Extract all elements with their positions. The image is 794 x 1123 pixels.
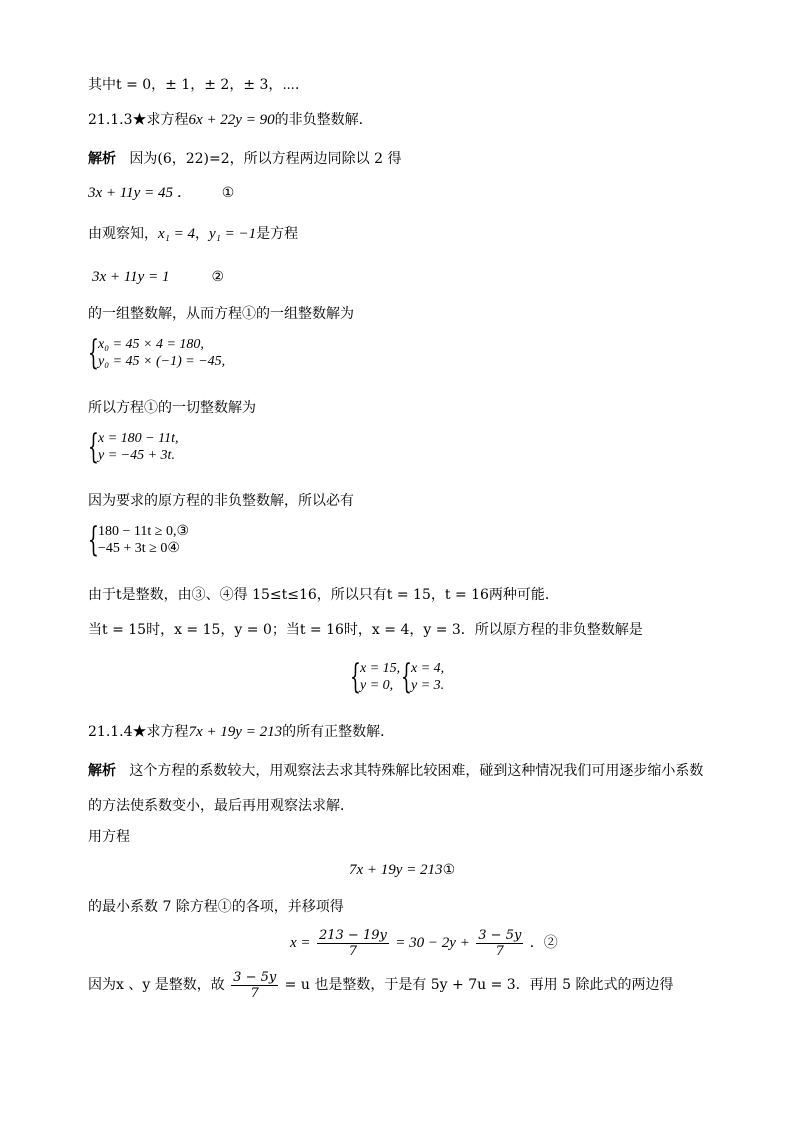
fraction-denominator: 7 [495,943,504,959]
text-line-cases: 当t = 15时，x = 15，y = 0；当t = 16时，x = 4，y = 3．所以原方程的非负整数解是 [88,622,643,638]
left-brace: { [88,520,99,560]
system-row: x = 15, [360,661,401,676]
fraction [317,928,389,959]
fraction-denominator: 7 [348,943,358,959]
text-line-method: 的方法使系数变小，最后再用观察法求解． [88,798,354,814]
observation-suffix: 是方程 [256,226,299,242]
system-inequalities [88,520,189,560]
system-solution-a [350,657,401,697]
equation-1-text: 3x + 11y = 45 ． [88,185,192,201]
equation-1 [88,184,234,202]
system-row: x = 180 − 11t, [98,431,179,446]
circle-number-1: ① [442,862,456,878]
system-row: y = 0, [360,678,394,693]
text-line-divide: 的最小系数 7 除方程①的各项，并移项得 [88,899,344,915]
solution-label: 解析 [88,763,116,779]
y1-value: y₁ = −1 [209,226,257,242]
system-row: y = −45 + 3t. [98,448,175,463]
problem-label: 21.1.4★求方程 [88,724,189,740]
fraction-numerator: 3 − 5y [478,927,522,943]
equation-4 [290,926,558,960]
system-row: y₀ = 45 × (−1) = −45, [98,354,226,369]
problem-21-1-3 [88,111,373,129]
equation-2 [92,268,224,286]
solution-text: 这个方程的系数较大，用观察法去求其特殊解比较困难，碰到这种情况我们可用逐步缩小系数 [129,763,704,779]
fraction-numerator: 213 − 19y [318,927,387,943]
left-brace: { [350,657,361,697]
problem-label: 21.1.3★求方程 [88,112,189,128]
system-solution-b [401,657,445,697]
fraction-numerator: 3 − 5y [233,969,277,985]
text-line-nonnegative: 因为要求的原方程的非负整数解，所以必有 [88,493,354,509]
problem-suffix: 的非负整数解． [274,112,373,128]
line-prefix: 因为x 、y 是整数，故 [88,977,225,993]
solution-text: 因为(6，22)=2，所以方程两边同除以 2 得 [129,151,402,167]
system-row: y = 3. [411,678,445,693]
observation-prefix: 由观察知， [88,226,158,242]
solution-line-1 [88,150,401,168]
equation-middle: = 30 − 2y + [395,935,470,951]
circle-number-1: ① [221,185,235,201]
problem-suffix: 的所有正整数解． [282,724,395,740]
solution-line-2 [88,762,703,780]
text-line-t-range: 由于t是整数，由③、④得 15≤t≤16，所以只有t = 15，t = 16两种可能． [88,587,559,603]
problem-21-1-4 [88,723,394,741]
text-line-all-solutions: 所以方程①的一切整数解为 [88,400,256,416]
text-line-t-values: 其中t = 0，± 1，± 2，± 3，⋯． [88,77,310,93]
equation-3 [349,861,455,879]
solution-label: 解析 [88,151,116,167]
left-brace: { [401,657,412,697]
fraction [231,970,278,1001]
equation-3-text: 7x + 19y = 213 [349,862,443,878]
text-line-use-equation: 用方程 [88,829,130,845]
circle-number-2: ② [211,269,225,285]
system-particular-solution [88,333,226,373]
equation-end: ．② [529,935,558,951]
left-brace: { [88,427,99,467]
system-row: 180 − 11t ≥ 0,③ [98,524,189,539]
equation-inline: 7x + 19y = 213 [188,724,283,740]
left-brace: { [88,333,99,373]
system-general-solution [88,427,179,467]
equation-inline: 6x + 22y = 90 [188,112,275,128]
fraction-denominator: 7 [250,985,259,1001]
line-middle: = u 也是整数，于是有 5y + 7u = 3．再用 5 除此式的两边得 [284,977,674,993]
x1-value: x₁ = 4 [158,226,195,242]
observation-line [88,225,298,243]
equation-2-text: 3x + 11y = 1 [92,269,170,285]
system-row: −45 + 3t ≥ 0④ [98,541,180,556]
separator: ， [195,226,209,242]
system-row: x = 4, [411,661,445,676]
equation-lhs: x = [290,935,311,951]
system-row: x₀ = 45 × 4 = 180, [98,337,204,352]
text-line-particular: 的一组整数解，从而方程①的一组整数解为 [88,306,354,322]
text-line-integer-u [88,968,674,1002]
fraction [476,928,523,959]
